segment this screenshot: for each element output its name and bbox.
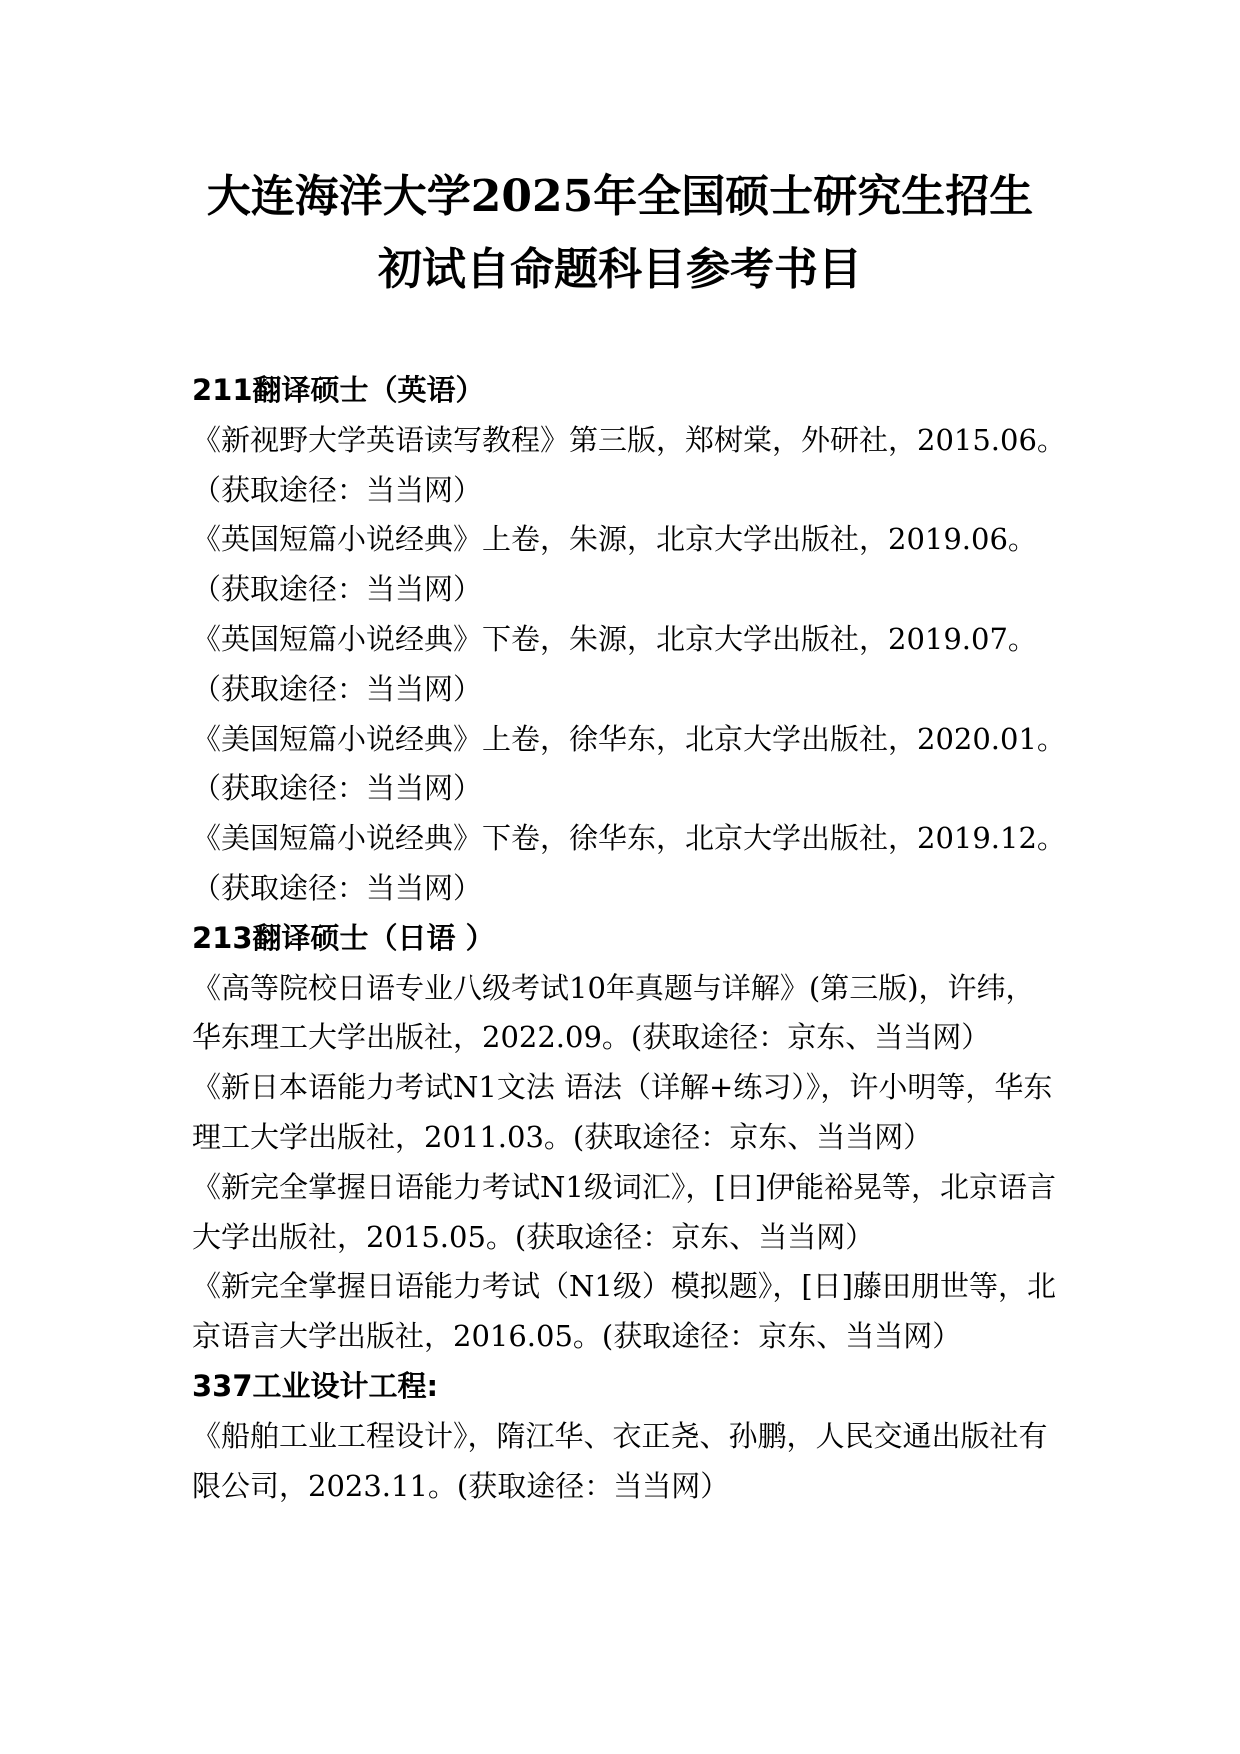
- document-title-line-2: 初试自命题科目参考书目: [378, 244, 862, 295]
- list-item: （获取途径：当当网）: [192, 771, 483, 806]
- book-list: [192, 366, 1072, 1511]
- list-item: 《新视野大学英语读写教程》第三版，郑树棠，外研社，2015.06。: [192, 422, 1066, 457]
- section-heading-337: 337工业设计工程:: [192, 1368, 439, 1403]
- list-item: （获取途径：当当网）: [192, 671, 483, 706]
- list-item: 华东理工大学出版社，2022.09。(获取途径：京东、当当网）: [192, 1020, 991, 1055]
- section-heading-213: 213翻译硕士（日语 ）: [192, 920, 495, 955]
- section-heading-211: 211翻译硕士（英语）: [192, 373, 485, 407]
- list-item: 限公司，2023.11。(获取途径：当当网）: [192, 1468, 730, 1503]
- document-title-line-1: 大连海洋大学2025年全国硕士研究生招生: [206, 171, 1034, 222]
- list-item: 理工大学出版社，2011.03。(获取途径：京东、当当网）: [192, 1119, 933, 1154]
- list-item: 《高等院校日语专业八级考试10年真题与详解》(第三版)，许纬，: [192, 970, 1035, 1005]
- list-item: 《新完全掌握日语能力考试N1级词汇》，[日]伊能裕晃等，北京语言: [192, 1169, 1056, 1204]
- list-item: 京语言大学出版社，2016.05。(获取途径：京东、当当网）: [192, 1319, 962, 1354]
- list-item: （获取途径：当当网）: [192, 572, 483, 607]
- list-item: 《新日本语能力考试N1文法 语法（详解+练习）》，许小明等，华东: [192, 1070, 1053, 1105]
- list-item: 《英国短篇小说经典》下卷，朱源，北京大学出版社，2019.07。: [192, 621, 1037, 656]
- list-item: 《船舶工业工程设计》，隋江华、衣正尧、孙鹏，人民交通出版社有: [192, 1418, 1048, 1453]
- list-item: 大学出版社，2015.05。(获取途径：京东、当当网）: [192, 1219, 875, 1254]
- list-item: 《新完全掌握日语能力考试（N1级）模拟题》，[日]藤田朋世等，北: [192, 1269, 1056, 1304]
- list-item: （获取途径：当当网）: [192, 870, 483, 905]
- list-item: （获取途径：当当网）: [192, 472, 483, 507]
- list-item: 《美国短篇小说经典》上卷，徐华东，北京大学出版社，2020.01。: [192, 721, 1066, 756]
- list-item: 《美国短篇小说经典》下卷，徐华东，北京大学出版社，2019.12。: [192, 821, 1066, 856]
- list-item: 《英国短篇小说经典》上卷，朱源，北京大学出版社，2019.06。: [192, 522, 1037, 557]
